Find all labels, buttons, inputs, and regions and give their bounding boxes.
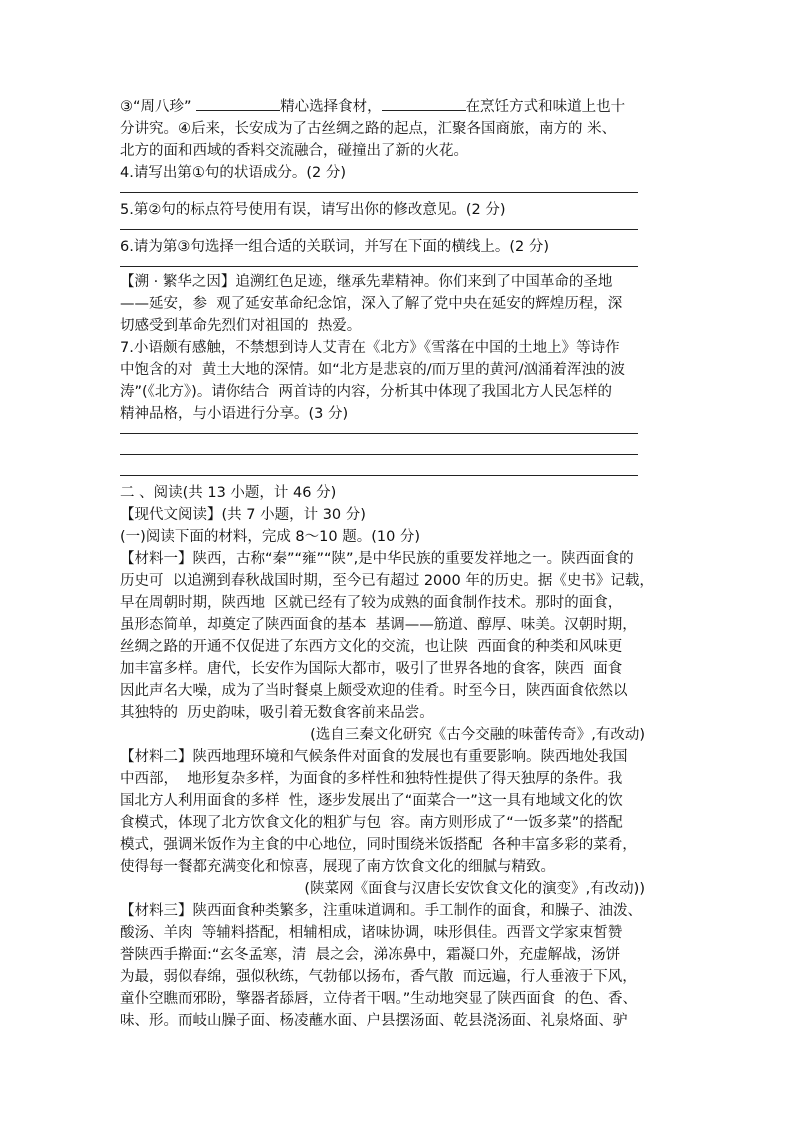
material-1-line: 早在周朝时期，陕西地 区就已经有了较为成熟的面食制作技术。那时的面食， — [120, 595, 623, 611]
question-5: 5.第②句的标点符号使用有误，请写出你的修改意见。(2 分) — [120, 202, 506, 218]
paragraph-line: 分讲究。④后来，长安成为了古丝绸之路的起点，汇聚各国商旅，南方的 米、 — [120, 121, 617, 137]
part-1-instructions: (一)阅读下面的材料，完成 8～10 题。(10 分) — [120, 529, 421, 545]
material-3-line: 为最，弱似春绵，强似秋练，气勃郁以扬布，香气散 而远遍，行人垂液于下风， — [120, 969, 637, 985]
question-7-line: 涛”(《北方》)。请你结合 两首诗的内容，分析其中体现了我国北方人民怎样的 — [120, 384, 613, 400]
material-1-line: 【材料一】陕西，古称“秦”“雍”“陕”,是中华民族的重要发祥地之一。陕西面食的 — [120, 551, 634, 567]
material-2-line: 使得每一餐都充满变化和惊喜，展现了南方饮食文化的细腻与精致。 — [120, 859, 555, 875]
question-7-line: 7.小语颇有感触，不禁想到诗人艾青在《北方》《雪落在中国的土地上》等诗作 — [120, 340, 620, 356]
sentence-3-suffix: 在烹饪方式和味道上也十 — [465, 99, 626, 115]
material-3-line: 【材料三】陕西面食种类繁多，注重味道调和。手工制作的面食，和臊子、油泼、 — [120, 903, 642, 919]
sentence-3-mid: 精心选择食材， — [280, 99, 382, 115]
question-7-line: 中饱含的对 黄土大地的深情。如“北方是悲哀的/而万里的黄河/汹涌着浑浊的波 — [120, 362, 625, 378]
section-su-line: 切感受到革命先烈们对祖国的 热爱。 — [120, 318, 362, 334]
material-3-line: 酸汤、羊肉 等辅料搭配，相辅相成，诸味协调，味形俱佳。西晋文学家束皙赞 — [120, 925, 623, 941]
material-3-line: 童仆空瞧而邪盼，擎器者舔唇，立侍者干咽。”生动地突显了陕西面食 的色、香、 — [120, 991, 637, 1007]
question-4: 4.请写出第①句的状语成分。(2 分) — [120, 165, 346, 181]
paragraph-line: 北方的面和西域的香料交流融合，碰撞出了新的火花。 — [120, 143, 468, 159]
material-1-line: 丝绸之路的开通不仅促进了东西方文化的交流，也让陕 西面食的种类和风味更 — [120, 639, 623, 655]
material-1-line: 虽形态简单，却奠定了陕西面食的基本 基调——筋道、醇厚、味美。汉朝时期， — [120, 617, 637, 633]
section-su-line: ——延安，参 观了延安革命纪念馆，深入了解了党中央在延安的辉煌历程，深 — [120, 296, 623, 312]
sentence-3-prefix: ③“周八珍” — [120, 99, 197, 115]
section-su-line: 【溯 · 繁华之因】追溯红色足迹，继承先辈精神。你们来到了中国革命的圣地 — [120, 274, 613, 290]
material-2-line: 国北方人利用面食的多样 性，逐步发展出了“面菜合一”这一具有地域文化的饮 — [120, 793, 623, 809]
question-6: 6.请为第③句选择一组合适的关联词，并写在下面的横线上。(2 分) — [120, 239, 549, 255]
reading-header: 二 、阅读(共 13 小题，计 46 分) — [120, 485, 337, 501]
blank-2 — [382, 94, 466, 111]
material-3-line: 誉陕西手擀面:“玄冬孟寒，清 晨之会，涕冻鼻中，霜凝口外，充虚解战，汤饼 — [120, 947, 621, 963]
material-2-source: (陕菜网《面食与汉唐长安饮食文化的演变》,有改动)) — [304, 881, 645, 897]
material-2-line: 食模式，体现了北方饮食文化的粗犷与包 容。南方则形成了“一饭多菜”的搭配 — [120, 815, 623, 831]
material-1-line: 因此声名大噪，成为了当时餐桌上颇受欢迎的佳肴。时至今日，陕西面食依然以 — [120, 683, 628, 699]
material-3-line: 味、形。而岐山臊子面、杨凌蘸水面、户县摆汤面、乾县浇汤面、礼泉烙面、驴 — [120, 1013, 628, 1029]
modern-reading-header: 【现代文阅读】(共 7 小题，计 30 分) — [120, 507, 366, 523]
material-1-source: (选自三秦文化研究《古今交融的味蕾传奇》,有改动) — [310, 727, 645, 743]
sentence-3-line — [120, 94, 685, 118]
question-7-line: 精神品格，与小语进行分享。(3 分) — [120, 406, 349, 422]
material-1-line: 其独特的 历史韵味，吸引着无数食客前来品尝。 — [120, 705, 434, 721]
material-2-line: 中西部， 地形复杂多样，为面食的多样性和独特性提供了得天独厚的条件。我 — [120, 771, 623, 787]
material-2-line: 【材料二】陕西地理环境和气候条件对面食的发展也有重要影响。陕西地处我国 — [120, 749, 628, 765]
blank-1 — [196, 94, 280, 111]
material-2-line: 模式，强调米饭作为主食的中心地位，同时围绕米饭搭配 各种丰富多彩的菜肴， — [120, 837, 637, 853]
document-page — [120, 94, 685, 1032]
material-1-line: 加丰富多样。唐代，长安作为国际大都市，吸引了世界各地的食客，陕西 面食 — [120, 661, 623, 677]
material-1-line: 历史可 以追溯到春秋战国时期，至今已有超过 2000 年的历史。据《史书》记载， — [120, 573, 654, 589]
